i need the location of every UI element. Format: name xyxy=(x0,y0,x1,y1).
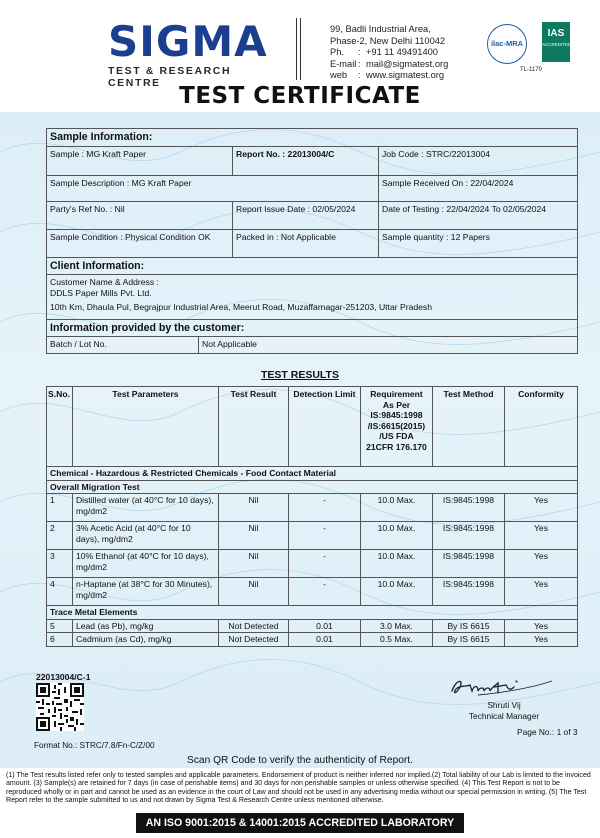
table-row xyxy=(47,550,578,578)
col-parameter: Test Parameters xyxy=(72,387,218,467)
results-section xyxy=(46,386,578,647)
ias-logo xyxy=(542,22,570,62)
page-title: TEST CERTIFICATE xyxy=(179,83,421,109)
row-detection-limit: 0.01 xyxy=(288,619,360,633)
web-row: web : www.sigmatest.org xyxy=(330,70,445,80)
row-conformity: Yes xyxy=(504,619,577,633)
customer-name: DDLS Paper Mills Pvt. Ltd. xyxy=(47,288,578,301)
logo-text: SIGMA xyxy=(108,17,268,66)
row-method: By IS 6615 xyxy=(432,619,504,633)
test-results-heading: TEST RESULTS xyxy=(261,369,339,381)
email-row: E-mail : mail@sigmatest.org xyxy=(330,58,449,69)
sample-received-on: Sample Received On : 22/04/2024 xyxy=(379,175,578,201)
row-result: Not Detected xyxy=(218,619,288,633)
row-sno: 6 xyxy=(47,633,73,647)
col-result: Test Result xyxy=(218,387,288,467)
sample-description: Sample Description : MG Kraft Paper xyxy=(47,175,379,201)
row-requirement: 10.0 Max. xyxy=(360,578,432,606)
row-conformity: Yes xyxy=(504,494,577,522)
row-method: IS:9845:1998 xyxy=(432,522,504,550)
col-conformity: Conformity xyxy=(504,387,577,467)
info-section xyxy=(46,128,578,354)
row-requirement: 10.0 Max. xyxy=(360,494,432,522)
packed-in: Packed in : Not Applicable xyxy=(233,229,379,257)
row-detection-limit: - xyxy=(288,494,360,522)
row-sno: 2 xyxy=(47,522,73,550)
scan-qr-note: Scan QR Code to verify the authenticity of Report. xyxy=(187,755,413,766)
ias-subtext: ACCREDITED xyxy=(542,42,572,47)
ilac-mra-logo: ilac-MRA xyxy=(487,24,527,64)
web-value[interactable]: www.sigmatest.org xyxy=(366,70,445,80)
row-sno: 3 xyxy=(47,550,73,578)
row-sno: 1 xyxy=(47,494,73,522)
row-conformity: Yes xyxy=(504,633,577,647)
accreditation-banner: AN ISO 9001:2015 & 14001:2015 ACCREDITED LABORATORY xyxy=(136,813,464,833)
row-method: IS:9845:1998 xyxy=(432,494,504,522)
col-sno: S.No. xyxy=(47,387,73,467)
report-number: Report No. : 22013004/C xyxy=(233,146,379,175)
web-label: web xyxy=(330,70,348,80)
sample-info-heading: Sample Information: xyxy=(47,129,578,147)
row-result: Nil xyxy=(218,550,288,578)
row-parameter: Distilled water (at 40°C for 10 days), mg/dm2 xyxy=(72,494,218,522)
job-code: Job Code : STRC/22013004 xyxy=(379,146,578,175)
row-method: IS:9845:1998 xyxy=(432,550,504,578)
results-group-migration: Overall Migration Test xyxy=(47,480,578,494)
table-row xyxy=(47,578,578,606)
col-method: Test Method xyxy=(432,387,504,467)
row-detection-limit: 0.01 xyxy=(288,633,360,647)
qr-label: 22013004/C-1 xyxy=(36,672,91,682)
col-requirement: Requirement As Per IS:9845:1998 /IS:6615(2015) /US FDA 21CFR 176.170 xyxy=(360,387,432,467)
disclaimer-footnote: (1) The Test results listed refer only to tested samples and applicable parameters. Endorsement of product is neither inferred nor implied.(2) Total liability of our Lab is limited to the invoiced amount. (3) Sample(s) are retained for 7 days (in case of perishable items) and 30 days for non perishable samples or unless otherwise specified. (4) This Test Report is not to be reproduced wholly or in part and cannot be used as an evidence in the court of Law and should not be used in any advertising media without our special permission in writing. (5) The Test Report refer to the sample submitted to us and not drawn by Sigma Test & Research Centre unless mentioned otherwise. xyxy=(6,772,591,805)
results-category: Chemical - Hazardous & Restricted Chemicals - Food Contact Material xyxy=(47,467,578,481)
customer-info-heading: Information provided by the customer: xyxy=(47,319,578,337)
batch-table xyxy=(46,336,578,354)
row-conformity: Yes xyxy=(504,578,577,606)
row-detection-limit: - xyxy=(288,522,360,550)
customer-name-label: Customer Name & Address : xyxy=(47,275,578,288)
row-result: Nil xyxy=(218,578,288,606)
results-table xyxy=(46,386,578,647)
sample-name: Sample : MG Kraft Paper xyxy=(47,146,233,175)
row-parameter: n-Haptane (at 38°C for 30 Minutes), mg/dm2 xyxy=(72,578,218,606)
results-group-metals: Trace Metal Elements xyxy=(47,606,578,620)
table-row xyxy=(47,494,578,522)
accreditation-logos xyxy=(487,22,579,78)
row-parameter: 10% Ethanol (at 40°C for 10 days), mg/dm2 xyxy=(72,550,218,578)
report-issue-date: Report Issue Date : 02/05/2024 xyxy=(233,201,379,229)
row-requirement: 10.0 Max. xyxy=(360,522,432,550)
party-ref: Party's Ref No. : Nil xyxy=(47,201,233,229)
sigma-logo xyxy=(108,17,288,89)
row-detection-limit: - xyxy=(288,550,360,578)
signer-title: Technical Manager xyxy=(468,711,540,721)
row-conformity: Yes xyxy=(504,522,577,550)
email-value[interactable]: mail@sigmatest.org xyxy=(366,58,449,69)
page-number: Page No.: 1 of 3 xyxy=(517,727,578,737)
sample-quantity: Sample quantity : 12 Papers xyxy=(379,229,578,257)
header-divider xyxy=(300,18,301,80)
signer-name: Shruti Vij xyxy=(487,700,521,710)
row-sno: 5 xyxy=(47,619,73,633)
row-parameter: Cadmium (as Cd), mg/kg xyxy=(72,633,218,647)
signature xyxy=(448,673,558,699)
header-divider xyxy=(296,18,297,80)
lab-address xyxy=(330,24,448,82)
row-result: Nil xyxy=(218,494,288,522)
tl-code: TL-1170 xyxy=(520,67,542,73)
format-number: Format No.: STRC/7.8/Fn-C/Z/00 xyxy=(34,741,155,750)
address-line-1: 99, Badli Industrial Area, xyxy=(330,24,431,34)
row-conformity: Yes xyxy=(504,550,577,578)
qr-code[interactable] xyxy=(36,683,84,731)
row-method: IS:9845:1998 xyxy=(432,578,504,606)
phone-label: Ph. xyxy=(330,47,344,57)
ias-text: IAS xyxy=(547,28,565,39)
row-requirement: 10.0 Max. xyxy=(360,550,432,578)
phone-value: +91 11 49491400 xyxy=(366,47,438,57)
client-info-heading: Client Information: xyxy=(47,257,578,275)
sample-info-table xyxy=(46,128,578,337)
col-detection-limit: Detection Limit xyxy=(288,387,360,467)
phone-row: Ph. : +91 11 49491400 xyxy=(330,47,438,57)
table-row xyxy=(47,619,578,633)
row-parameter: 3% Acetic Acid (at 40°C for 10 days), mg/dm2 xyxy=(72,522,218,550)
row-sno: 4 xyxy=(47,578,73,606)
batch-value: Not Applicable xyxy=(199,337,578,354)
row-method: By IS 6615 xyxy=(432,633,504,647)
row-detection-limit: - xyxy=(288,578,360,606)
sample-condition: Sample Condition : Physical Condition OK xyxy=(47,229,233,257)
row-parameter: Lead (as Pb), mg/kg xyxy=(72,619,218,633)
row-requirement: 3.0 Max. xyxy=(360,619,432,633)
row-result: Nil xyxy=(218,522,288,550)
batch-label: Batch / Lot No. xyxy=(47,337,199,354)
date-of-testing: Date of Testing : 22/04/2024 To 02/05/2024 xyxy=(379,201,578,229)
row-result: Not Detected xyxy=(218,633,288,647)
email-label: E-mail xyxy=(330,58,357,69)
address-line-2: Phase-2, New Delhi 110042 xyxy=(330,35,446,46)
logo-subtitle: TEST & RESEARCH CENTRE xyxy=(108,65,232,89)
table-row xyxy=(47,522,578,550)
row-requirement: 0.5 Max. xyxy=(360,633,432,647)
customer-address: 10th Km, Dhaula Pul, Begrajpur Industrial Area, Meerut Road, Muzaffarnagar-251203, Uttar Pradesh xyxy=(47,300,578,319)
table-row xyxy=(47,633,578,647)
